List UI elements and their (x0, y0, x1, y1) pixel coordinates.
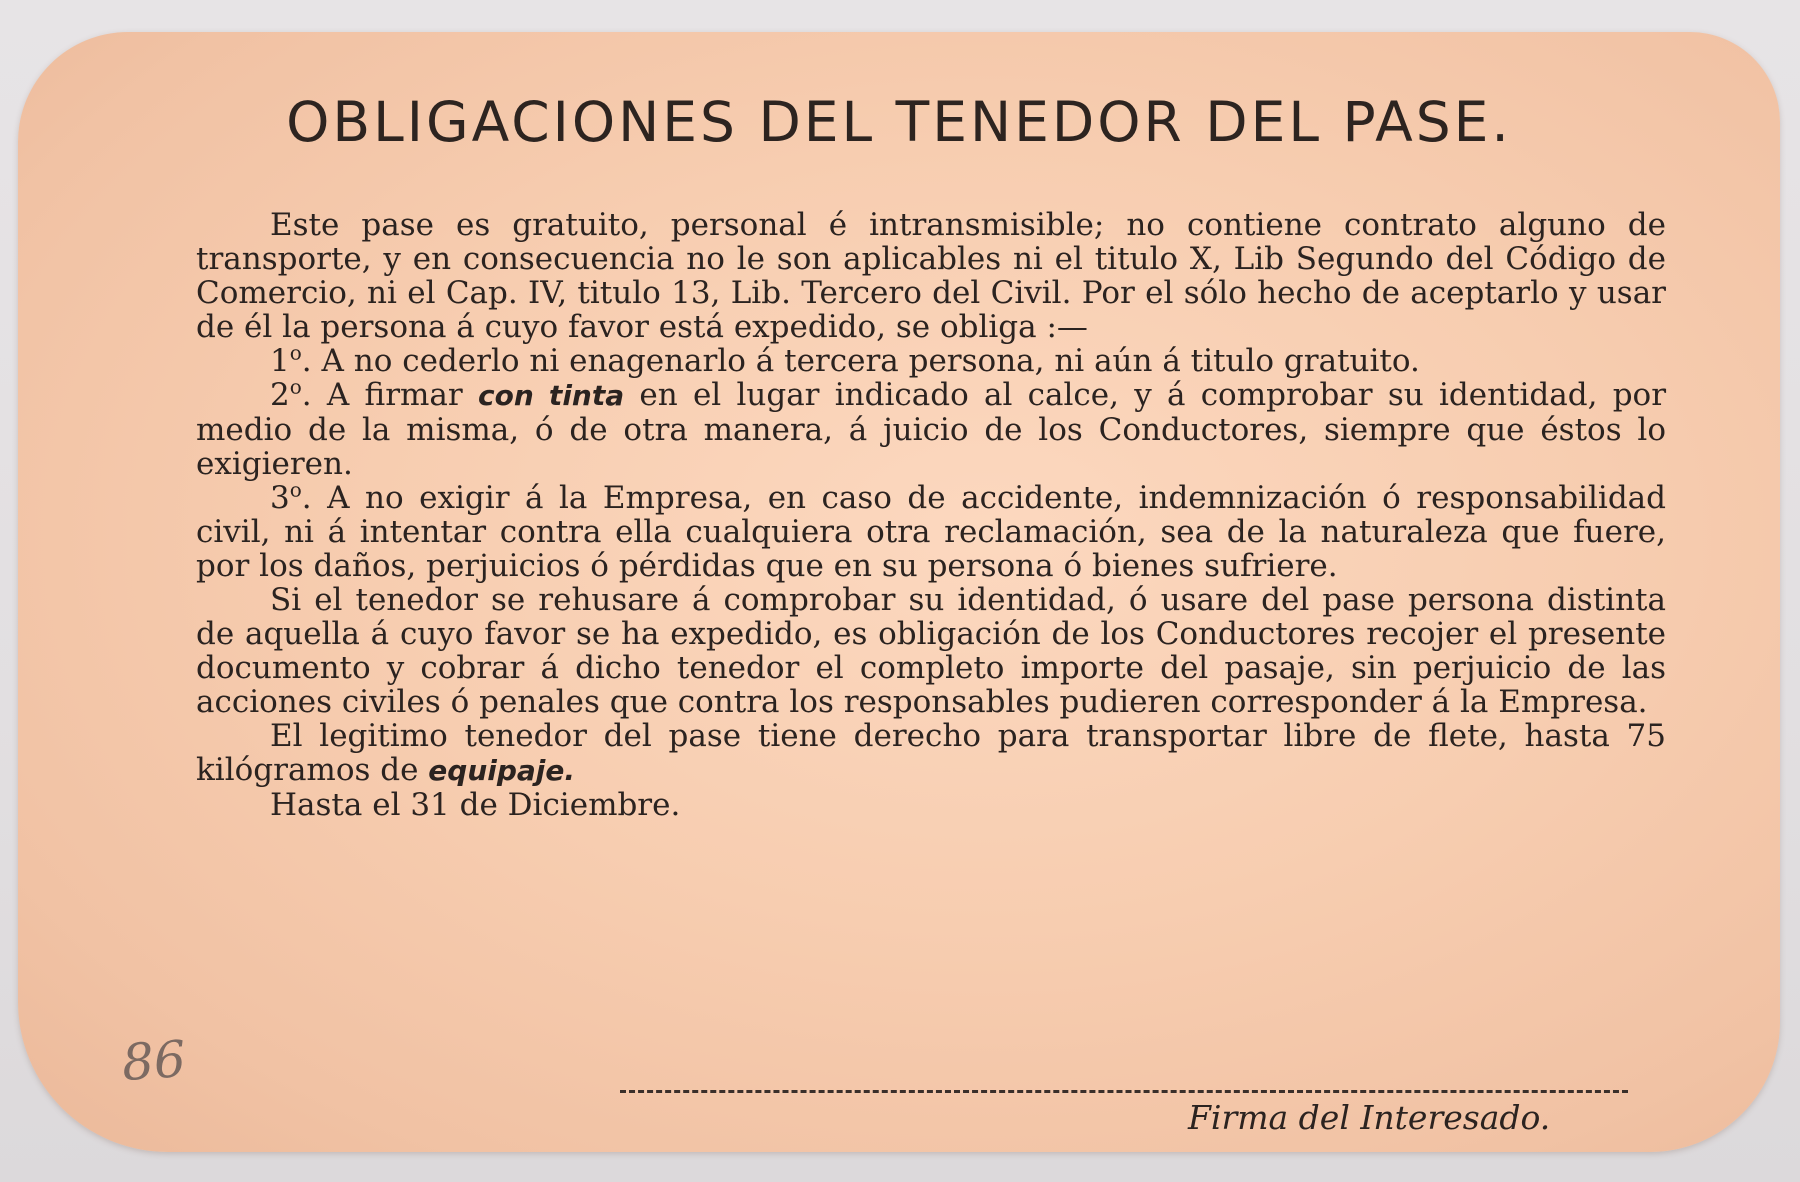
signature-line (620, 1090, 1628, 1093)
luggage-italic: equipaje. (428, 754, 576, 787)
intro-paragraph: Este pase es gratuito, personal é intransmisible; no contiene contrato alguno de transporte, y en consecuencia no le son aplicables ni el titulo X, Lib Segundo del Código de Comercio, ni el Cap. IV, titulo 13, Lib. Tercero del Civil. Por el sólo hecho de aceptarlo y usar de él la persona á cuyo favor está expedido, se obliga :— (196, 207, 1666, 345)
obligation-2-text-b: en el lugar indicado al calce, y á comprobar su identidad, por medio de la misma, ó de otra manera, á juicio de los Conductores, siempre que éstos lo exigieren. (196, 377, 1667, 482)
obligation-3-number: 3$^o$. (270, 477, 312, 516)
document-title: OBLIGACIONES DEL TENEDOR DEL PASE. (286, 90, 1512, 154)
document-body (196, 208, 1666, 822)
validity-line: Hasta el 31 de Diciembre. (270, 787, 681, 823)
luggage-text: El legitimo tenedor del pase tiene derecho para transportar libre de flete, hasta 75 kilógramos de (196, 718, 1666, 788)
obligation-2-number: 2$^o$. (270, 374, 312, 413)
handwritten-number: 86 (120, 1029, 188, 1093)
luggage-paragraph (196, 719, 1666, 788)
obligation-3 (196, 477, 1667, 584)
signature-label: Firma del Interesado. (1188, 1098, 1551, 1137)
obligation-1-number: 1$^o$. (270, 340, 312, 379)
obligation-2-text-a: A firmar (326, 377, 463, 413)
obligation-1 (196, 340, 1666, 379)
obligation-2-italic: con tinta (478, 379, 625, 412)
obligation-2 (196, 374, 1667, 482)
obligation-3-text: A no exigir á la Empresa, en caso de accidente, indemnización ó responsabilidad civil, ni á intentar contra ella cualquiera otra reclamación, sea de la naturaleza que fuere, por los daños, perjuicios ó pérdidas que en su persona ó bienes sufriere. (196, 480, 1667, 584)
refusal-paragraph: Si el tenedor se rehusare á comprobar su identidad, ó usare del pase persona distinta de aquella á cuyo favor se ha expedido, es obligación de los Conductores recojer el presente documento y cobrar á dicho tenedor el completo importe del pasaje, sin perjuicio de las acciones civiles ó penales que contra los responsables pudieren corresponder á la Empresa. (196, 582, 1666, 720)
obligation-1-text: A no cederlo ni enagenarlo á tercera persona, ni aún á titulo gratuito. (321, 343, 1420, 379)
pass-card (18, 32, 1780, 1152)
